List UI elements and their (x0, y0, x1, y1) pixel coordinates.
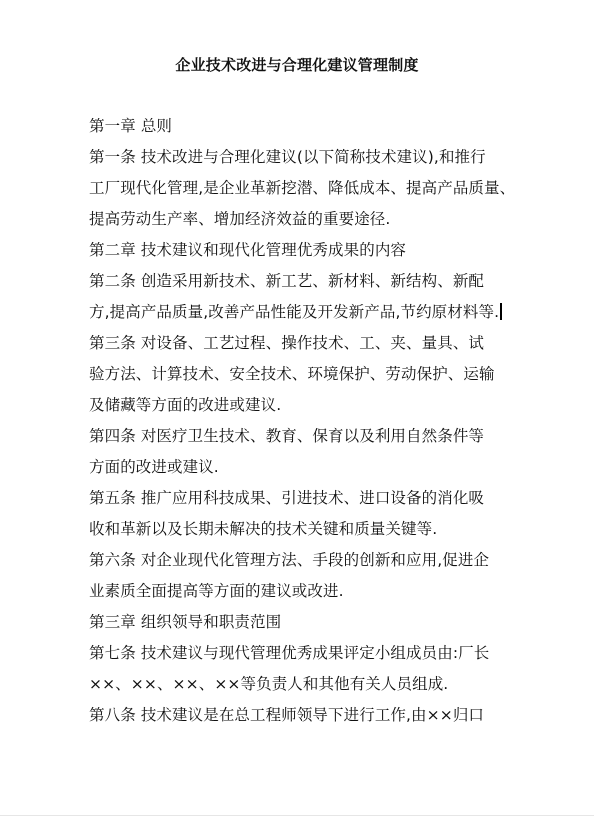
chapter-heading: 第一章 总则 (89, 117, 173, 135)
paragraph-line: ××、××、××、××等负责人和其他有关人员组成. (89, 675, 449, 693)
chapter-heading: 第二章 技术建议和现代化管理优秀成果的内容 (89, 241, 407, 259)
paragraph-line: 工厂现代化管理,是企业革新挖潜、降低成本、提高产品质量、 (89, 179, 516, 197)
chapter-heading: 第三章 组织领导和职责范围 (89, 613, 282, 631)
paragraph-line: 收和革新以及长期未解决的技术关键和质量关键等. (89, 520, 438, 538)
paragraph-line: 业素质全面提高等方面的建议或改进. (89, 582, 344, 600)
paragraph-line: 方面的改进或建议. (89, 458, 219, 476)
paragraph-line: 第六条 对企业现代化管理方法、手段的创新和应用,促进企 (89, 551, 490, 569)
paragraph-line: 提高劳动生产率、增加经济效益的重要途径. (89, 210, 391, 228)
paragraph-line: 验方法、计算技术、安全技术、环境保护、劳动保护、运输 (89, 365, 495, 383)
document-body (89, 113, 516, 733)
paragraph-line-text: 方,提高产品质量,改善产品性能及开发新产品,节约原材料等. (89, 303, 500, 321)
paragraph-line: 第八条 技术建议是在总工程师领导下进行工作,由××归口 (89, 706, 485, 724)
paragraph-line: 第七条 技术建议与现代管理优秀成果评定小组成员由:厂长 (89, 644, 490, 662)
document-title: 企业技术改进与合理化建议管理制度 (175, 56, 419, 74)
paragraph-line: 第一条 技术改进与合理化建议(以下简称技术建议),和推行 (89, 148, 486, 166)
paragraph-line-with-cursor[interactable] (89, 299, 509, 330)
paragraph-line: 第四条 对医疗卫生技术、教育、保育以及利用自然条件等 (89, 427, 485, 445)
paragraph-line: 第二条 创造采用新技术、新工艺、新材料、新结构、新配 (89, 272, 485, 290)
paragraph-line: 第三条 对设备、工艺过程、操作技术、工、夹、量具、试 (89, 334, 485, 352)
text-cursor (500, 303, 502, 320)
page-bottom-divider (0, 815, 594, 816)
paragraph-line: 及储藏等方面的改进或建议. (89, 396, 282, 414)
paragraph-line: 第五条 推广应用科技成果、引进技术、进口设备的消化吸 (89, 489, 485, 507)
